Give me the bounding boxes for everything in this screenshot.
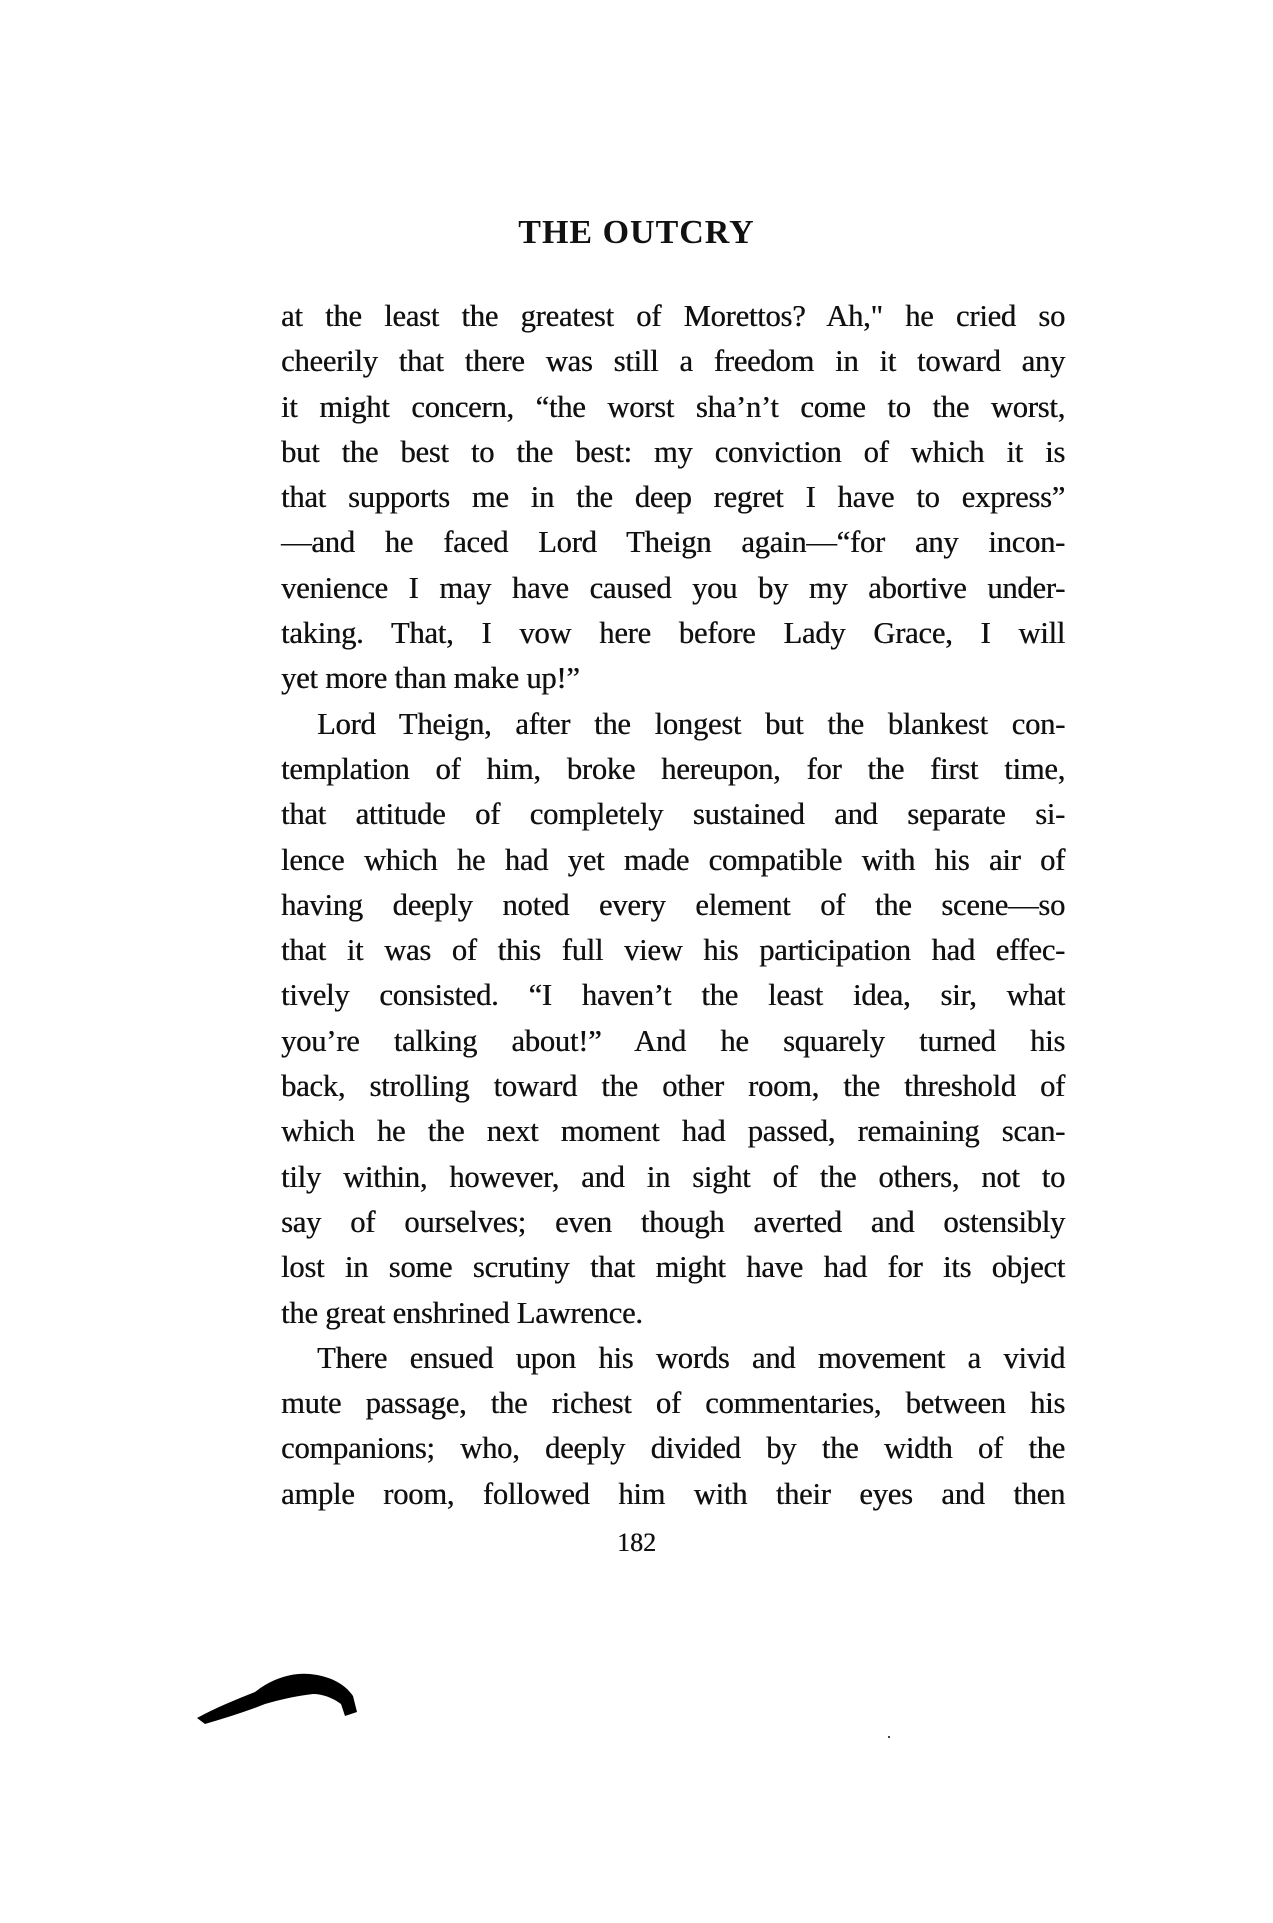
text-line: that attitude of completely sustained and separate si- — [281, 797, 1065, 832]
text-line: Lord Theign, after the longest but the blankest con- — [317, 706, 1065, 741]
text-line: the great enshrined Lawrence. — [281, 1295, 643, 1330]
paragraph — [281, 1336, 1065, 1517]
text-line: at the least the greatest of Morettos? Ah," he cried so — [281, 299, 1065, 333]
text-line: but the best to the best: my conviction of which it is — [281, 434, 1065, 469]
text-line: tily within, however, and in sight of the others, not to — [281, 1159, 1065, 1194]
paragraph — [281, 294, 1065, 702]
page-number: 182 — [617, 1528, 656, 1557]
text-line: that it was of this full view his participation had effec- — [281, 933, 1065, 968]
text-line: ample room, followed him with their eyes and then — [281, 1476, 1065, 1511]
text-line: back, strolling toward the other room, the threshold of — [281, 1069, 1065, 1104]
text-line: venience I may have caused you by my abortive under- — [281, 570, 1065, 605]
text-line: say of ourselves; even though averted and ostensibly — [281, 1204, 1065, 1239]
body-text — [281, 294, 1065, 1517]
text-line: lost in some scrutiny that might have had for its object — [281, 1250, 1065, 1285]
ink-blot-mark — [195, 1660, 365, 1730]
text-line: companions; who, deeply divided by the width of the — [281, 1431, 1065, 1466]
text-line: you’re talking about!” And he squarely turned his — [281, 1023, 1065, 1058]
text-line: lence which he had yet made compatible with his air of — [281, 842, 1065, 877]
paragraph — [281, 702, 1065, 1336]
text-line: —and he faced Lord Theign again—“for any incon- — [281, 525, 1065, 560]
text-line: There ensued upon his words and movement a vivid — [317, 1340, 1065, 1375]
running-head: THE OUTCRY — [518, 214, 755, 251]
text-line: it might concern, “the worst sha’n’t come to the worst, — [281, 389, 1065, 424]
scan-speck — [888, 1736, 890, 1738]
text-line: yet more than make up!” — [281, 661, 580, 696]
text-line: having deeply noted every element of the scene—so — [281, 887, 1065, 922]
text-line: taking. That, I vow here before Lady Grace, I will — [281, 616, 1065, 651]
text-line: templation of him, broke hereupon, for the first time, — [281, 751, 1065, 786]
text-line: mute passage, the richest of commentaries, between his — [281, 1386, 1065, 1421]
text-line: that supports me in the deep regret I have to express” — [281, 480, 1065, 515]
text-line: cheerily that there was still a freedom in it toward any — [281, 344, 1065, 379]
text-line: tively consisted. “I haven’t the least idea, sir, what — [281, 978, 1065, 1013]
text-line: which he the next moment had passed, remaining scan- — [281, 1114, 1065, 1149]
